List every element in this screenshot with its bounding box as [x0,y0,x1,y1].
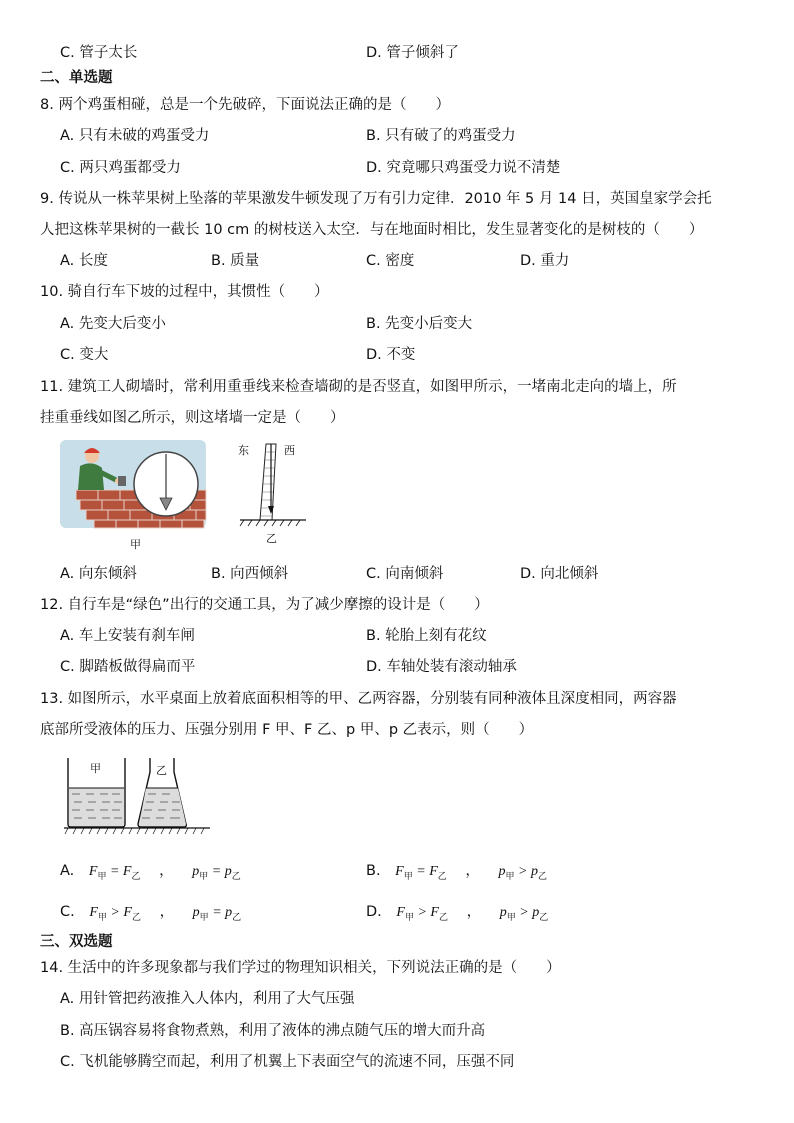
q13-figure-containers [62,752,212,836]
q14-option-b: B. 高压锅容易将食物煮熟，利用了液体的沸点随气压的增大而升高 [60,1023,486,1039]
q13-option-a: A. $F_甲 = F_乙$ ， $p_甲 = p_乙$ [60,863,241,882]
q8-option-b: B. 只有破了的鸡蛋受力 [366,128,516,144]
q10-option-d: D. 不变 [366,347,416,363]
q11-caption-yi: 乙 [266,532,277,545]
q8-option-a: A. 只有未破的鸡蛋受力 [60,128,210,144]
q11-figure-worker [60,440,210,555]
q10-option-c: C. 变大 [60,347,109,363]
q11-option-d: D. 向北倾斜 [520,566,599,582]
q11-option-c: C. 向南倾斜 [366,566,444,582]
q11-label-west: 西 [284,444,295,457]
q11-label-east: 东 [238,444,249,457]
option-d: D. 管子倾斜了 [366,45,459,61]
q9-option-b: B. 质量 [211,253,260,269]
q14-option-a: A. 用针管把药液推入人体内，利用了大气压强 [60,991,355,1007]
q11-option-a: A. 向东倾斜 [60,566,137,582]
question-13-line-1: 13. 如图所示，水平桌面上放着底面积相等的甲、乙两容器，分别装有同种液体且深度相同，两容器 [40,691,677,707]
question-9-line-2: 人把这株苹果树的一截长 10 cm 的树枝送入太空．与在地面时相比，发生显著变化的是树枝的（ ） [40,222,704,238]
q14-option-c: C. 飞机能够腾空而起，利用了机翼上下表面空气的流速不同，压强不同 [60,1054,515,1070]
question-8: 8. 两个鸡蛋相碰，总是一个先破碎，下面说法正确的是（ ） [40,97,450,113]
q9-option-c: C. 密度 [366,253,415,269]
section-heading-single-choice: 二、单选题 [40,70,113,86]
q13-label-yi: 乙 [156,764,167,777]
q8-option-d: D. 究竟哪只鸡蛋受力说不清楚 [366,160,561,176]
q8-option-c: C. 两只鸡蛋都受力 [60,160,181,176]
q13-option-c: C. $F_甲 > F_乙$ ， $p_甲 = p_乙$ [60,904,242,923]
question-10: 10. 骑自行车下坡的过程中，其惯性（ ） [40,284,329,300]
q11-caption-jia: 甲 [130,538,141,551]
question-11-line-1: 11. 建筑工人砌墙时，常利用重垂线来检查墙砌的是否竖直，如图甲所示，一堵南北走向的墙上，所 [40,379,677,395]
question-11-line-2: 挂重垂线如图乙所示，则这堵墙一定是（ ） [40,410,345,426]
q12-option-c: C. 脚踏板做得扁而平 [60,659,196,675]
q9-option-a: A. 长度 [60,253,108,269]
q10-option-b: B. 先变小后变大 [366,316,473,332]
q9-option-d: D. 重力 [520,253,570,269]
question-14: 14. 生活中的许多现象都与我们学过的物理知识相关，下列说法正确的是（ ） [40,960,561,976]
q10-option-a: A. 先变大后变小 [60,316,166,332]
question-13-line-2: 底部所受液体的压力、压强分别用 F 甲、F 乙、p 甲、p 乙表示，则（ ） [40,722,534,738]
q13-option-d: D. $F_甲 > F_乙$ ， $p_甲 > p_乙$ [366,904,549,923]
question-9-line-1: 9. 传说从一株苹果树上坠落的苹果激发牛顿发现了万有引力定律．2010 年 5 月 14 日，英国皇家学会托 [40,191,712,207]
q13-option-b: B. $F_甲 = F_乙$ ， $p_甲 > p_乙$ [366,863,547,882]
q12-option-a: A. 车上安装有刹车闸 [60,628,195,644]
q12-option-b: B. 轮胎上刻有花纹 [366,628,487,644]
question-12: 12. 自行车是“绿色”出行的交通工具，为了减少摩擦的设计是（ ） [40,597,489,613]
q12-option-d: D. 车轴处装有滚动轴承 [366,659,517,675]
q11-option-b: B. 向西倾斜 [211,566,289,582]
q13-label-jia: 甲 [90,762,101,775]
q11-figure-wall [232,440,312,552]
section-heading-double-choice: 三、双选题 [40,934,113,950]
option-c: C. 管子太长 [60,45,138,61]
